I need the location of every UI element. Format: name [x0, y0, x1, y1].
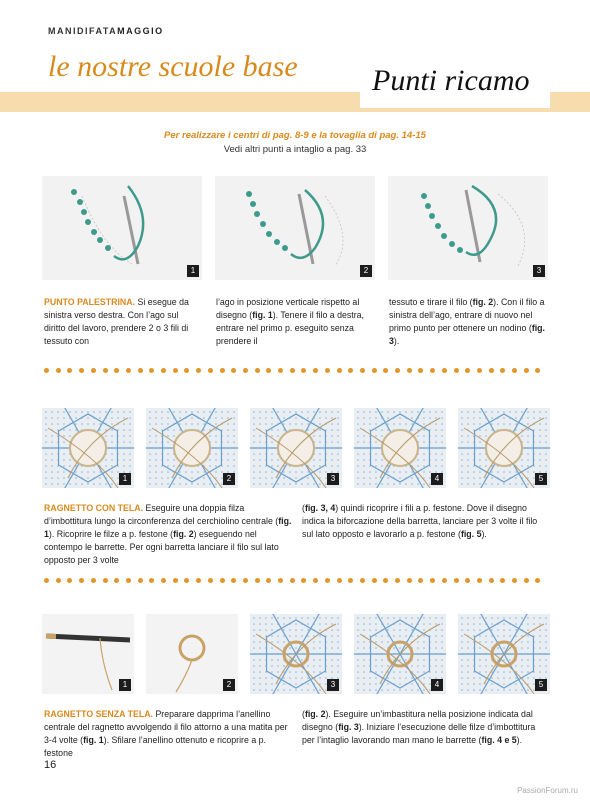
- separator-dot: [348, 578, 353, 583]
- separator-dot: [348, 368, 353, 373]
- ragnetto-senza-col-1: [44, 708, 292, 760]
- separator-dot: [535, 368, 540, 373]
- fig-ref: fig. 2: [173, 529, 194, 539]
- separator-dot: [243, 368, 248, 373]
- text-run: ). Ricoprire le filze a p. festone (: [48, 529, 174, 539]
- separator-dot: [465, 578, 470, 583]
- text-run: ). Tenere il filo a destra, entrare nel primo p. eseguito senza prendere il: [216, 310, 365, 346]
- separator-dot: [184, 578, 189, 583]
- separator-dot: [442, 368, 447, 373]
- separator-dot: [524, 368, 529, 373]
- figure-number: 1: [119, 473, 131, 485]
- ragnetto-senza-figure-2: [146, 614, 238, 694]
- figure-number: 4: [431, 473, 443, 485]
- text-run: ). Con il filo a sinistra dell’ago, entrare di nuovo nel primo punto per ottenere un nodino (: [389, 297, 545, 333]
- ragnetto-tela-col-2: [302, 502, 550, 541]
- separator-dot: [220, 578, 225, 583]
- separator-dot: [173, 368, 178, 373]
- separator-dot: [360, 368, 365, 373]
- fig-ref: fig. 1: [83, 735, 104, 745]
- separator-dot: [290, 578, 295, 583]
- fig-ref: fig. 3: [338, 722, 359, 732]
- separator-dot: [126, 368, 131, 373]
- text-run: ).: [481, 529, 487, 539]
- separator-dot: [337, 578, 342, 583]
- separator-dot: [149, 368, 154, 373]
- figure-number: 3: [533, 265, 545, 277]
- separator-dot: [395, 368, 400, 373]
- separator-dot: [407, 578, 412, 583]
- separator-dot: [208, 578, 213, 583]
- fig-ref: fig. 3: [389, 323, 546, 346]
- ragnetto-senza-col-2: [302, 708, 550, 747]
- figure-number: 3: [327, 679, 339, 691]
- separator-dot: [44, 368, 49, 373]
- text-run: (: [302, 503, 305, 513]
- separator-dot: [208, 368, 213, 373]
- fig-ref: fig. 1: [44, 516, 292, 539]
- separator-dot: [278, 368, 283, 373]
- separator-dot: [255, 368, 260, 373]
- separator-dot: [103, 578, 108, 583]
- separator-dot: [395, 578, 400, 583]
- separator-dot: [500, 578, 505, 583]
- palestrina-illustration-3: [388, 176, 548, 280]
- ragnetto-tela-figure-2: [146, 408, 238, 488]
- separator-dot: [512, 368, 517, 373]
- ragnetto-tela-col-1: [44, 502, 292, 567]
- fig-ref: fig. 5: [460, 529, 482, 539]
- separator-dot: [489, 578, 494, 583]
- fig-ref: fig. 4 e 5: [481, 735, 517, 745]
- separator-dot: [56, 578, 61, 583]
- ragnetto-senza-figure-1: [42, 614, 134, 694]
- fig-ref: fig. 2: [304, 709, 326, 719]
- palestrina-text-col-1: [44, 296, 202, 348]
- fig-ref: fig. 3, 4: [304, 503, 336, 513]
- ragnetto-senza-figure-3: [250, 614, 342, 694]
- palestrina-text-col-3: [389, 296, 549, 348]
- separator-dot: [91, 368, 96, 373]
- separator-dot: [418, 578, 423, 583]
- page-number: 16: [44, 759, 57, 771]
- text-run: Preparare dapprima l’anellino centrale del ragnetto avvolgendo il filo attorno a una matita per 3-4 volte (: [44, 709, 288, 745]
- palestrina-lead: PUNTO PALESTRINA.: [44, 297, 136, 307]
- watermark: PassionForum.ru: [517, 786, 578, 795]
- separator-dot: [372, 368, 377, 373]
- ragnetto-tela-figure-4: [354, 408, 446, 488]
- separator-dot: [79, 578, 84, 583]
- separator-dot: [114, 368, 119, 373]
- separator-dot: [325, 368, 330, 373]
- magazine-brand: [48, 26, 164, 36]
- separator-dot: [149, 578, 154, 583]
- palestrina-figure-1: [42, 176, 202, 280]
- separator-dot: [161, 368, 166, 373]
- separator-dot: [524, 578, 529, 583]
- ragnetto-tela-figure-1: [42, 408, 134, 488]
- separator-dot: [266, 578, 271, 583]
- separator-dot: [220, 368, 225, 373]
- ragnetto-tela-lead: RAGNETTO CON TELA.: [44, 503, 144, 513]
- figure-number: 2: [360, 265, 372, 277]
- separator-dot: [477, 368, 482, 373]
- ragnetto-senza-figure-4: [354, 614, 446, 694]
- separator-dot: [383, 368, 388, 373]
- separator-dot: [231, 368, 236, 373]
- text-run: tessuto e tirare il filo (: [389, 297, 473, 307]
- dotted-separator-2: [44, 578, 544, 584]
- separator-dot: [372, 578, 377, 583]
- separator-dot: [454, 578, 459, 583]
- separator-dot: [489, 368, 494, 373]
- separator-dot: [500, 368, 505, 373]
- separator-dot: [442, 578, 447, 583]
- separator-dot: [290, 368, 295, 373]
- brand-bold: MAGGIO: [117, 26, 164, 36]
- text-run: (: [302, 709, 305, 719]
- separator-dot: [67, 578, 72, 583]
- text-run: ) quindi ricoprire i fili a p. festone. Dove il disegno indica la biforcazione della barretta, lanciare per 3 volte il filo sul lato opposto e lavorarlo a p. festone (: [302, 503, 538, 539]
- figure-number: 5: [535, 679, 547, 691]
- text-run: l’ago in posizione verticale rispetto al disegno (: [216, 297, 360, 320]
- separator-dot: [278, 578, 283, 583]
- separator-dot: [79, 368, 84, 373]
- separator-dot: [91, 578, 96, 583]
- text-run: ).: [516, 735, 523, 745]
- fig-ref: fig. 1: [252, 310, 273, 320]
- figure-number: 1: [187, 265, 199, 277]
- text-run: ).: [393, 336, 400, 346]
- separator-dot: [512, 578, 517, 583]
- separator-dot: [103, 368, 108, 373]
- ragnetto-tela-figure-3: [250, 408, 342, 488]
- figure-number: 4: [431, 679, 443, 691]
- separator-dot: [231, 578, 236, 583]
- separator-dot: [161, 578, 166, 583]
- separator-dot: [243, 578, 248, 583]
- ragnetto-senza-figure-5: [458, 614, 550, 694]
- text-run: ). Sfilare l’anellino ottenuto e ricoprire a p. festone: [44, 735, 266, 758]
- section-title: le nostre scuole base: [48, 50, 298, 83]
- text-run: ). Iniziare l’esecuzione delle filze d’imbottitura per l’intaglio lavorando man mano le barrette (: [302, 722, 536, 745]
- separator-dot: [138, 368, 143, 373]
- figure-number: 2: [223, 679, 235, 691]
- separator-dot: [301, 578, 306, 583]
- intro-line-2: Vedi altri punti a intaglio a pag. 33: [223, 144, 367, 155]
- separator-dot: [56, 368, 61, 373]
- palestrina-figure-2: [215, 176, 375, 280]
- separator-dot: [266, 368, 271, 373]
- separator-dot: [465, 368, 470, 373]
- separator-dot: [477, 578, 482, 583]
- separator-dot: [126, 578, 131, 583]
- separator-dot: [255, 578, 260, 583]
- separator-dot: [138, 578, 143, 583]
- separator-dot: [313, 578, 318, 583]
- separator-dot: [407, 368, 412, 373]
- page-title: Punti ricamo: [372, 64, 530, 97]
- separator-dot: [535, 578, 540, 583]
- palestrina-body-1: Si esegue da sinistra verso destra. Con l’ago sul diritto del lavoro, prendere 2 o 3 fili di tessuto con: [44, 297, 189, 346]
- separator-dot: [454, 368, 459, 373]
- separator-dot: [44, 578, 49, 583]
- brand-light: MANIDIFATA: [48, 26, 118, 36]
- ragnetto-tela-figure-5: [458, 408, 550, 488]
- intro-line-1: Per realizzare i centri di pag. 8-9 e la tovaglia di pag. 14-15: [164, 130, 426, 141]
- separator-dot: [337, 368, 342, 373]
- separator-dot: [360, 578, 365, 583]
- separator-dot: [184, 368, 189, 373]
- figure-number: 3: [327, 473, 339, 485]
- palestrina-illustration-1: [42, 176, 202, 280]
- separator-dot: [313, 368, 318, 373]
- separator-dot: [430, 578, 435, 583]
- palestrina-figure-3: [388, 176, 548, 280]
- palestrina-illustration-2: [215, 176, 375, 280]
- separator-dot: [173, 578, 178, 583]
- separator-dot: [325, 578, 330, 583]
- separator-dot: [114, 578, 119, 583]
- text-run: ) eseguendo nel contempo le barrette. Per ogni barretta lanciare il filo sul lato opposto per 3 volte: [44, 529, 279, 565]
- separator-dot: [196, 368, 201, 373]
- fig-ref: fig. 2: [472, 297, 494, 307]
- ragnetto-senza-lead: RAGNETTO SENZA TELA.: [44, 709, 153, 719]
- figure-number: 1: [119, 679, 131, 691]
- text-run: Eseguire una doppia filza d’imbottitura lungo la circonferenza del cerchiolino centrale (: [44, 503, 279, 526]
- separator-dot: [301, 368, 306, 373]
- figure-number: 2: [223, 473, 235, 485]
- separator-dot: [430, 368, 435, 373]
- dotted-separator-1: [44, 368, 544, 374]
- separator-dot: [196, 578, 201, 583]
- figure-number: 5: [535, 473, 547, 485]
- separator-dot: [418, 368, 423, 373]
- separator-dot: [67, 368, 72, 373]
- separator-dot: [383, 578, 388, 583]
- text-run: ). Eseguire un’imbastitura nella posizione indicata dal disegno (: [302, 709, 533, 732]
- palestrina-text-col-2: [216, 296, 376, 348]
